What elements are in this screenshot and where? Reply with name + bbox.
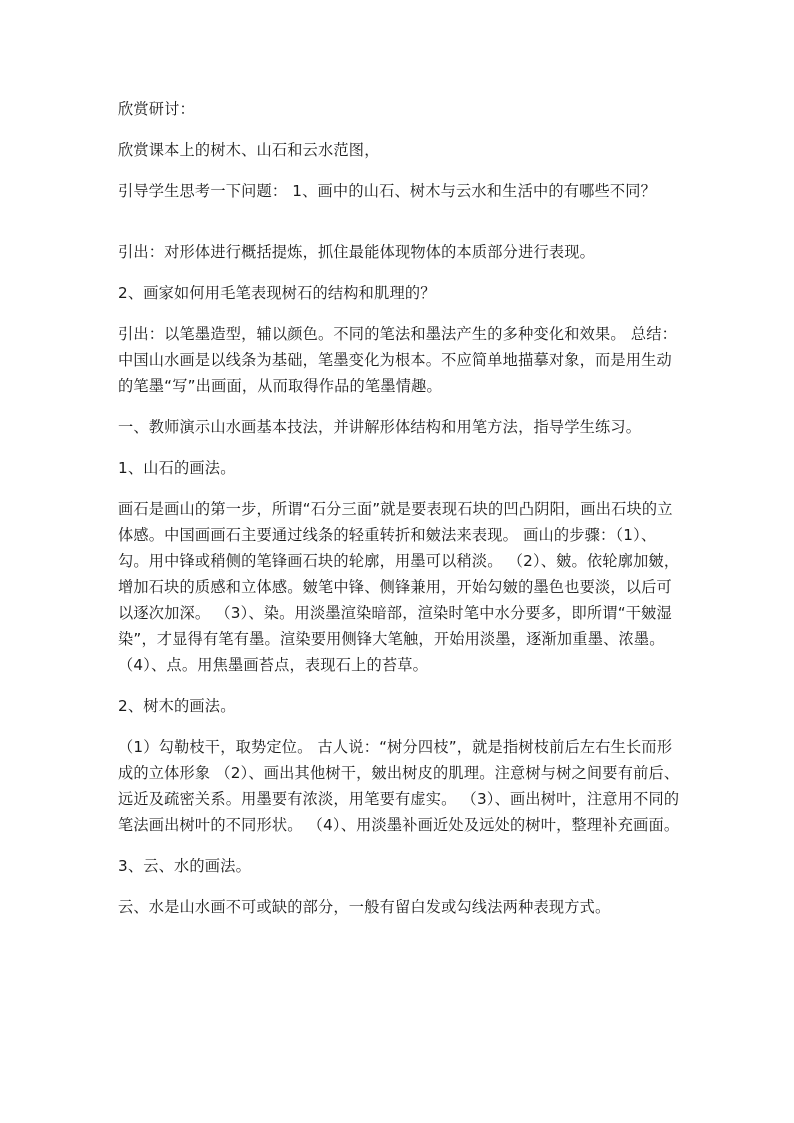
- section-heading-appreciation: 欣赏研讨：: [118, 100, 195, 118]
- paragraph-question-2: 2、画家如何用毛笔表现树石的结构和肌理的？: [118, 284, 436, 302]
- subheading-tree-method: 2、树木的画法。: [118, 697, 236, 715]
- subheading-rock-method: 1、山石的画法。: [118, 459, 236, 477]
- paragraph-cloud-water-method: 云、水是山水画不可或缺的部分，一般有留白发或勾线法两种表现方式。: [118, 898, 611, 916]
- paragraph-guide-question-1: 引导学生思考一下问题： 1、画中的山石、树木与云水和生活中的有哪些不同？: [118, 182, 657, 200]
- paragraph-rock-method: 画石是画山的第一步，所谓“石分三面”就是要表现石块的凹凸阴阳，画出石块的立体感。中国画画石主要通过线条的轻重转折和皴法来表现。 画山的步骤：（1）、勾。用中锋或稍侧的笔锋画石块的轮廓，用墨可以稍淡。 （2）、皴。依轮廓加皴，增加石块的质感和立体感。皴笔中锋、侧锋兼用，开始勾皴的墨色也要淡，以后可以逐次加深。 （3）、染。用淡墨渲染暗部，渲染时笔中水分要多，即所谓“干皴湿染”，才显得有笔有墨。渲染要用侧锋大笔触，开始用淡墨，逐渐加重墨、浓墨。 （4）、点。用焦墨画苔点，表现石上的苔草。: [118, 500, 680, 674]
- paragraph-lead-out-1: 引出：对形体进行概括提炼，抓住最能体现物体的本质部分进行表现。: [118, 243, 596, 261]
- document-page: [118, 96, 686, 935]
- paragraph-teacher-demo: 一、教师演示山水画基本技法，并讲解形体结构和用笔方法，指导学生练习。: [118, 418, 642, 436]
- subheading-cloud-water-method: 3、云、水的画法。: [118, 857, 251, 875]
- paragraph-appreciate-textbook: 欣赏课本上的树木、山石和云水范图，: [118, 141, 380, 159]
- paragraph-tree-method: （1）勾勒枝干，取势定位。 古人说：“树分四枝”，就是指树枝前后左右生长而形成的立体形象 （2）、画出其他树干，皴出树皮的肌理。注意树与树之间要有前后、远近及疏密关系。用墨要有浓淡，用笔要有虚实。 （3）、画出树叶，注意用不同的笔法画出树叶的不同形状。 （4）、用淡墨补画近处及远处的树叶，整理补充画面。: [118, 738, 680, 834]
- paragraph-lead-out-2-summary: 引出：以笔墨造型，辅以颜色。不同的笔法和墨法产生的多种变化和效果。 总结：中国山水画是以线条为基础，笔墨变化为根本。不应简单地描摹对象，而是用生动的笔墨“写”出画面，从而取得作品的笔墨情趣。: [118, 325, 677, 395]
